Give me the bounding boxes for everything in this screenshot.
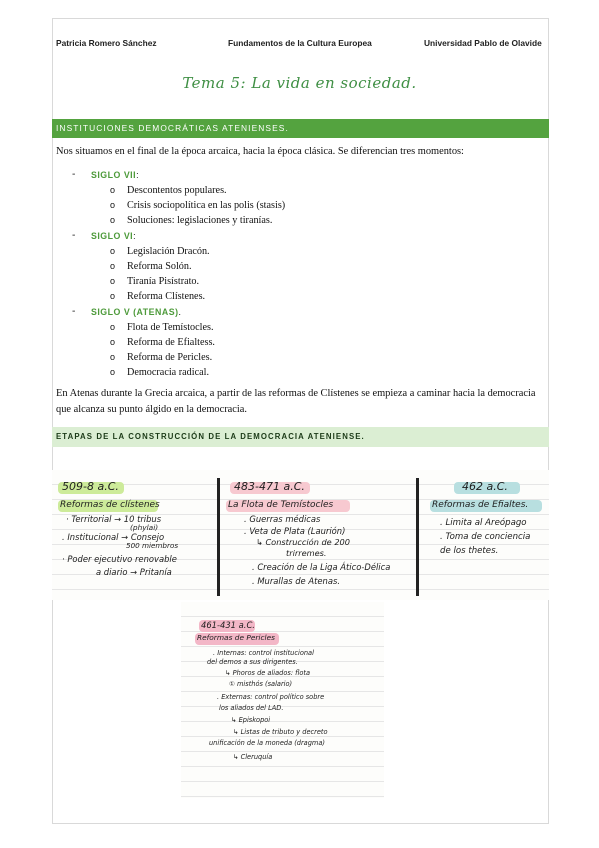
section-heading-stages: ETAPAS DE LA CONSTRUCCIÓN DE LA DEMOCRACIA ATENIENSE. (52, 427, 549, 447)
period-item (56, 167, 536, 183)
note-line: . Limita al Areópago (440, 518, 527, 528)
note-line: los aliados del LAD. (219, 704, 284, 712)
header-author: Patricia Romero Sánchez (56, 38, 157, 48)
note-date: 462 a.C. (462, 480, 508, 493)
circle-bullet: o (110, 246, 116, 256)
note-line: ① misthós (salario) (229, 680, 293, 688)
handwritten-notes-image (181, 602, 384, 798)
list-item: o Democracia radical. (110, 367, 210, 378)
circle-bullet: o (110, 322, 116, 332)
note-line: ↳ Construcción de 200 (256, 537, 350, 547)
note-line: . Toma de conciencia (440, 532, 531, 542)
circle-bullet: o (110, 337, 116, 347)
circle-bullet: o (110, 291, 116, 301)
note-line: ↳ Listas de tributo y decreto (233, 728, 328, 736)
note-line: . Externas: control político sobre (217, 693, 325, 701)
list-item: o Crisis sociopolítica en las polis (stasis) (110, 200, 286, 211)
header-course: Fundamentos de la Cultura Europea (228, 38, 372, 48)
note-line: del demos a sus dirigentes. (207, 658, 298, 666)
circle-bullet: o (110, 276, 116, 286)
note-title: Reformas de clístenes (60, 500, 160, 510)
dash-bullet: - (72, 306, 76, 317)
note-line: a diario → Pritanía (96, 567, 172, 577)
note-line: ↳ Phoros de aliados: flota (225, 669, 311, 677)
note-line: trirremes. (286, 548, 327, 558)
list-item: o Legislación Dracón. (110, 246, 210, 257)
handwritten-notes-image (52, 470, 549, 600)
list-item: o Reforma de Efialtess. (110, 337, 215, 348)
note-line: · Territorial → 10 tribus (66, 514, 162, 524)
period-label: SIGLO V (ATENAS). (91, 307, 182, 317)
circle-bullet: o (110, 367, 116, 377)
note-line: (phylai) (130, 523, 159, 532)
column-divider (416, 478, 419, 596)
list-item: o Soluciones: legislaciones y tiranías. (110, 215, 273, 226)
dash-bullet: - (72, 169, 76, 180)
page-title: Tema 5: La vida en sociedad. (182, 74, 417, 92)
note-line: . Internas: control institucional (213, 649, 314, 657)
period-label: SIGLO VI: (91, 231, 137, 241)
circle-bullet: o (110, 352, 116, 362)
closing-paragraph: En Atenas durante la Grecia arcaica, a partir de las reformas de Clístenes se empieza a caminar hacia la democracia que alcanza su punto álgido en la democracia. (56, 388, 536, 415)
note-line: . Murallas de Atenas. (252, 576, 341, 586)
periods-list (56, 167, 536, 380)
period-item (56, 304, 536, 320)
note-line: . Creación de la Liga Ático-Délica (252, 562, 391, 572)
note-line: . Institucional → Consejo (62, 532, 165, 542)
note-title: La Flota de Temístocles (228, 500, 334, 510)
note-line: 500 miembros (126, 541, 179, 550)
note-line: · Poder ejecutivo renovable (62, 554, 177, 564)
note-title: Reformas de Efialtes. (432, 500, 529, 510)
header-university: Universidad Pablo de Olavide (424, 38, 542, 48)
list-item: o Tiranía Pisístrato. (110, 276, 200, 287)
intro-paragraph: Nos situamos en el final de la época arcaica, hacia la época clásica. Se diferencian tres momentos: (56, 146, 464, 157)
note-date: 461-431 a.C. (201, 620, 255, 630)
note-line: . Guerras médicas (244, 514, 321, 524)
column-divider (217, 478, 220, 596)
list-item: o Reforma de Pericles. (110, 352, 213, 363)
circle-bullet: o (110, 215, 116, 225)
list-item: o Flota de Temístocles. (110, 322, 214, 333)
note-line: de los thetes. (440, 546, 499, 556)
section-heading-institutions: INSTITUCIONES DEMOCRÁTICAS ATENIENSES. (52, 119, 549, 138)
period-item (56, 228, 536, 244)
note-line: ↳ Episkopoi (231, 716, 271, 724)
note-date: 483-471 a.C. (234, 480, 305, 493)
note-title: Reformas de Pericles (197, 633, 275, 642)
note-line: ↳ Cleruquía (233, 753, 273, 761)
list-item: o Descontentos populares. (110, 185, 227, 196)
dash-bullet: - (72, 230, 76, 241)
note-date: 509-8 a.C. (62, 480, 119, 493)
circle-bullet: o (110, 185, 116, 195)
list-item: o Reforma Solón. (110, 261, 192, 272)
circle-bullet: o (110, 261, 116, 271)
note-line: unificación de la moneda (dragma) (209, 739, 325, 747)
list-item: o Reforma Clístenes. (110, 291, 206, 302)
circle-bullet: o (110, 200, 116, 210)
period-label: SIGLO VII: (91, 170, 140, 180)
note-line: . Veta de Plata (Laurión) (244, 526, 346, 536)
